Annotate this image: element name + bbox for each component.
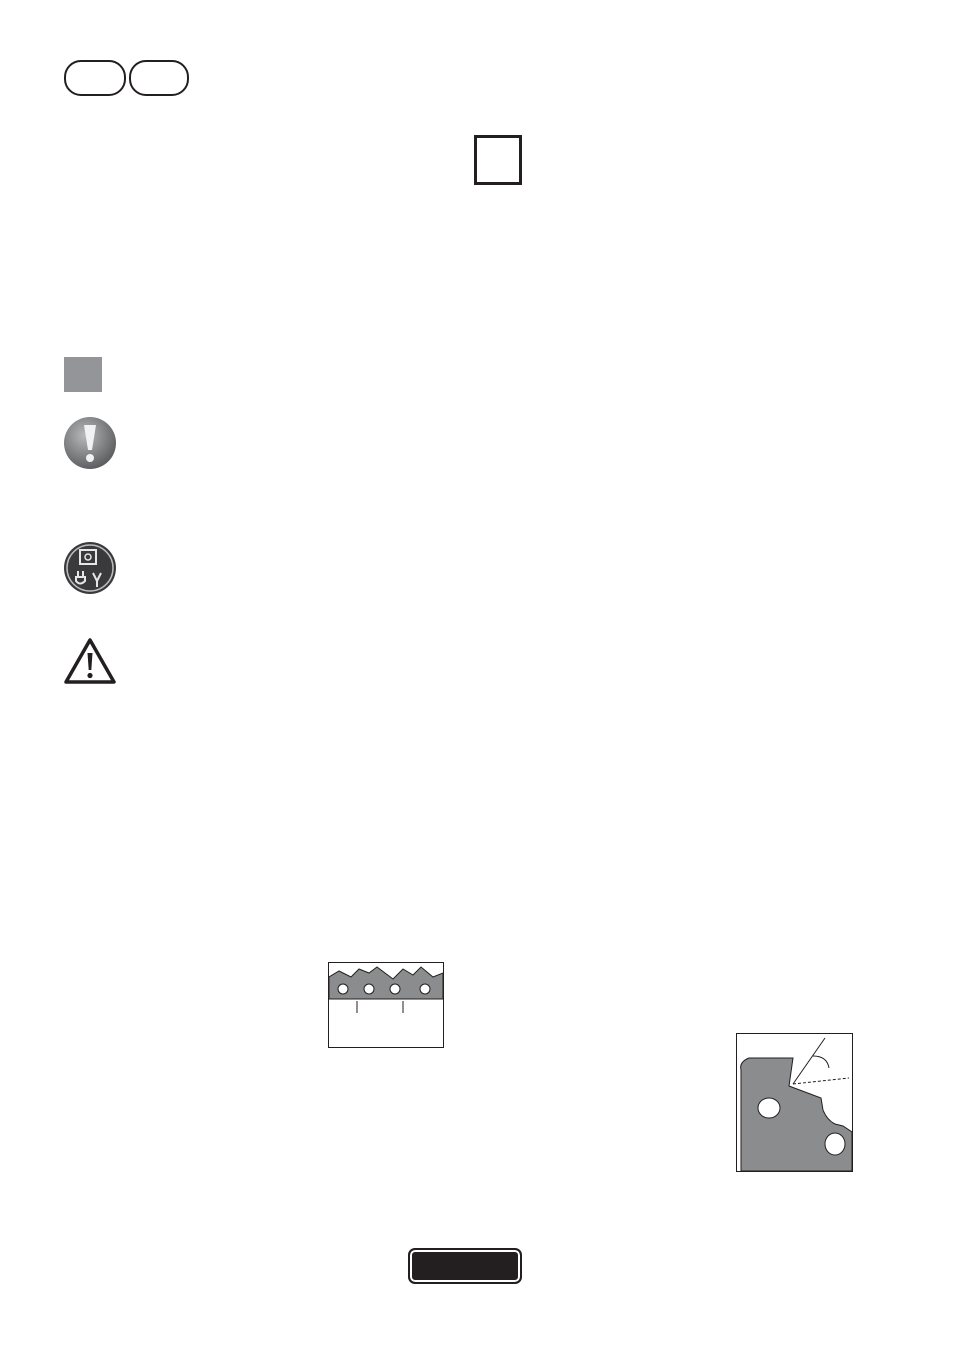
chain-drawing: [329, 963, 443, 1047]
unplug-icon: [63, 541, 117, 595]
section-letter-badge: [64, 357, 102, 392]
grinding-angle-figure: [736, 1033, 853, 1172]
lang-badge-nl: [64, 60, 126, 96]
warning-triangle-icon: [64, 637, 116, 685]
info-icon-box: [474, 135, 522, 185]
lang-badge-be: [129, 60, 189, 96]
chain-links-figure: [328, 962, 444, 1048]
exclamation-circle-icon: [63, 416, 117, 470]
brand-logo: [408, 1248, 522, 1284]
angle-drawing: [737, 1034, 852, 1171]
